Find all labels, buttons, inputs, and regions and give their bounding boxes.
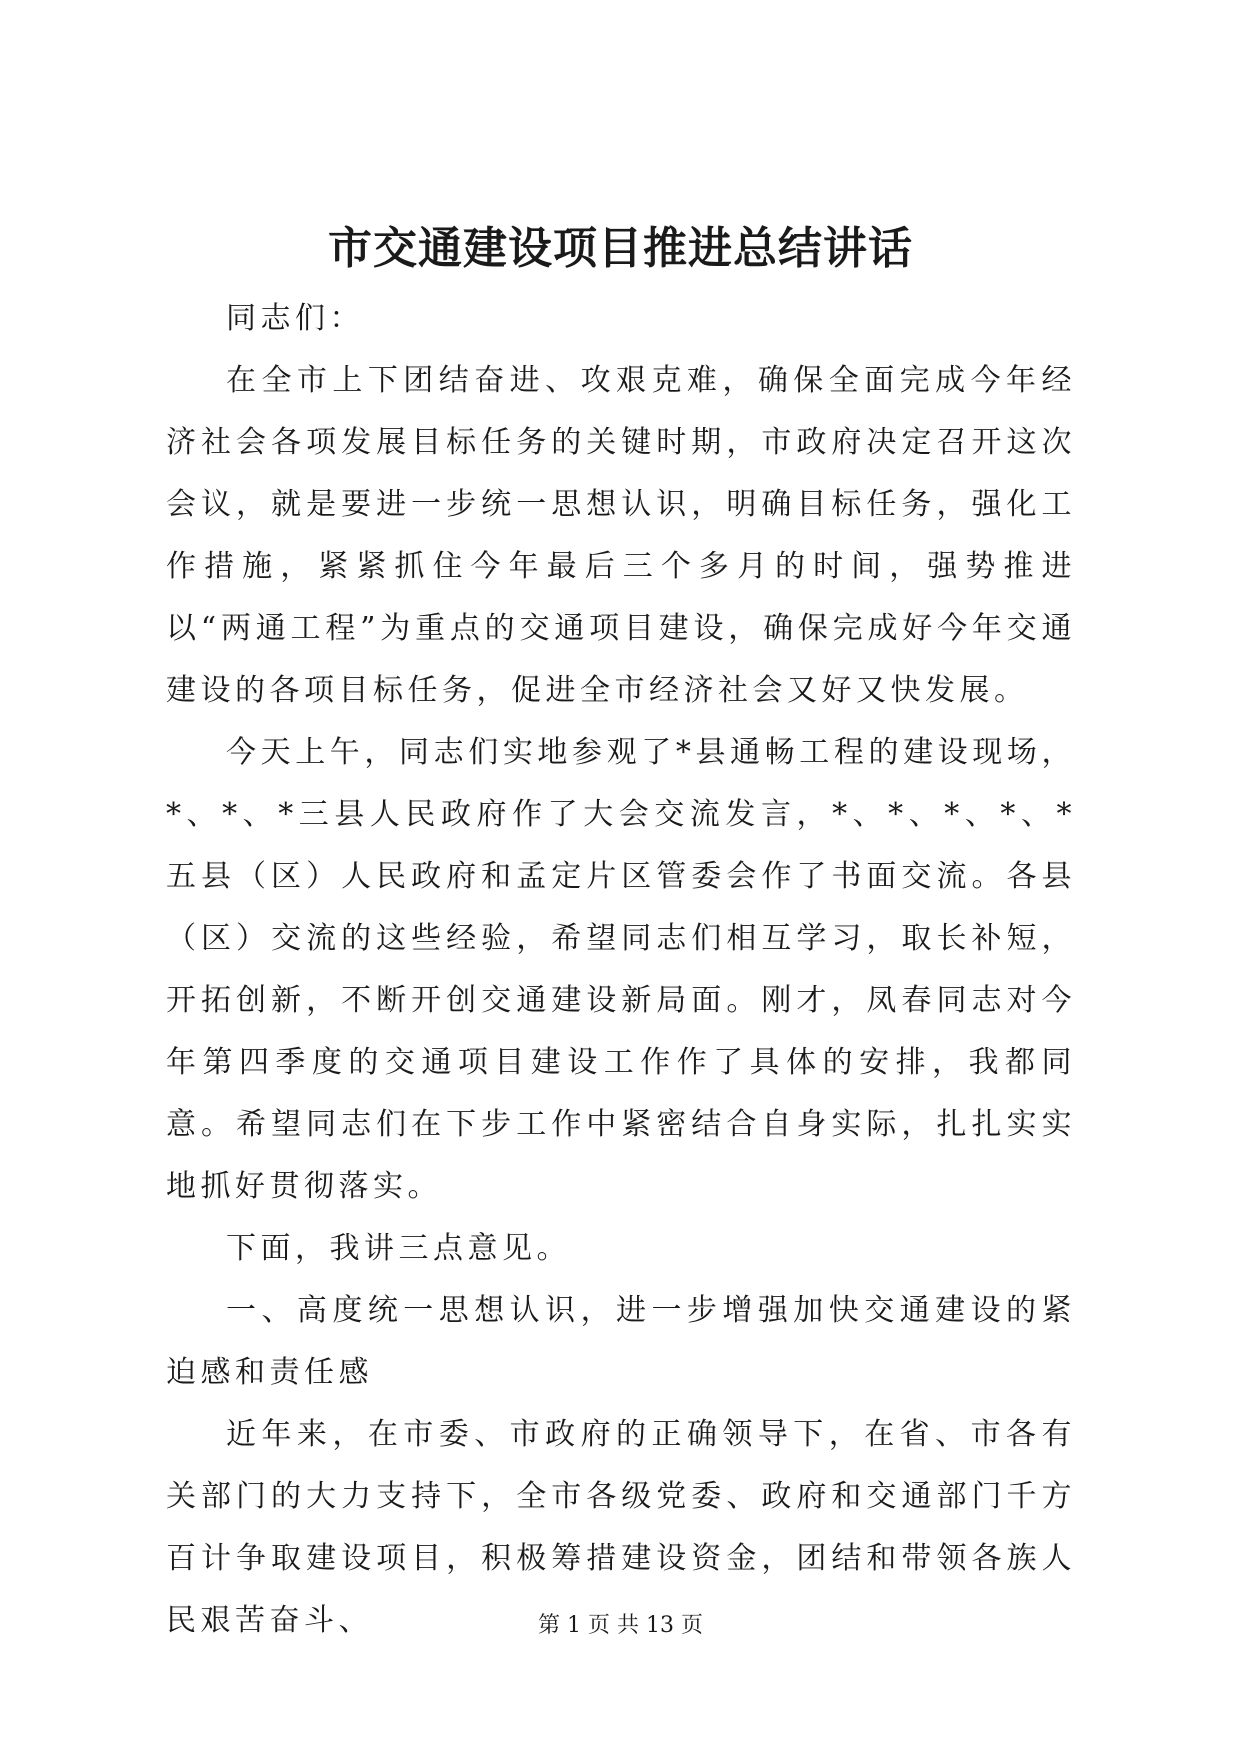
body-paragraph: 在全市上下团结奋进、攻艰克难，确保全面完成今年经济社会各项发展目标任务的关键时期，市政府决定召开这次会议，就是要进一步统一思想认识，明确目标任务，强化工作措施，紧紧抓住今年最后三个多月的时间，强势推进以“两通工程”为重点的交通项目建设，确保完成好今年交通建设的各项目标任务，促进全市经济社会又好又快发展。 (166, 363, 1076, 708)
document-title: 市交通建设项目推进总结讲话 (328, 223, 913, 274)
section-heading: 一、高度统一思想认识，进一步增强加快交通建设的紧迫感和责任感 (166, 1293, 1076, 1390)
salutation-paragraph: 同志们： (226, 301, 364, 336)
page-footer: 第 1 页 共 13 页 (538, 1613, 703, 1638)
document-body (166, 288, 1076, 1652)
body-paragraph: 近年来，在市委、市政府的正确领导下，在省、市各有关部门的大力支持下，全市各级党委、政府和交通部门千方百计争取建设项目，积极筹措建设资金，团结和带领各族人民艰苦奋斗、 (166, 1417, 1076, 1638)
body-paragraph: 今天上午，同志们实地参观了*县通畅工程的建设现场，*、*、*三县人民政府作了大会交流发言，*、*、*、*、*五县（区）人民政府和孟定片区管委会作了书面交流。各县（区）交流的这些经验，希望同志们相互学习，取长补短，开拓创新，不断开创交通建设新局面。刚才，凤春同志对今年第四季度的交通项目建设工作作了具体的安排，我都同意。希望同志们在下步工作中紧密结合自身实际，扎扎实实地抓好贯彻落实。 (166, 735, 1076, 1204)
body-paragraph: 下面，我讲三点意见。 (226, 1231, 571, 1266)
